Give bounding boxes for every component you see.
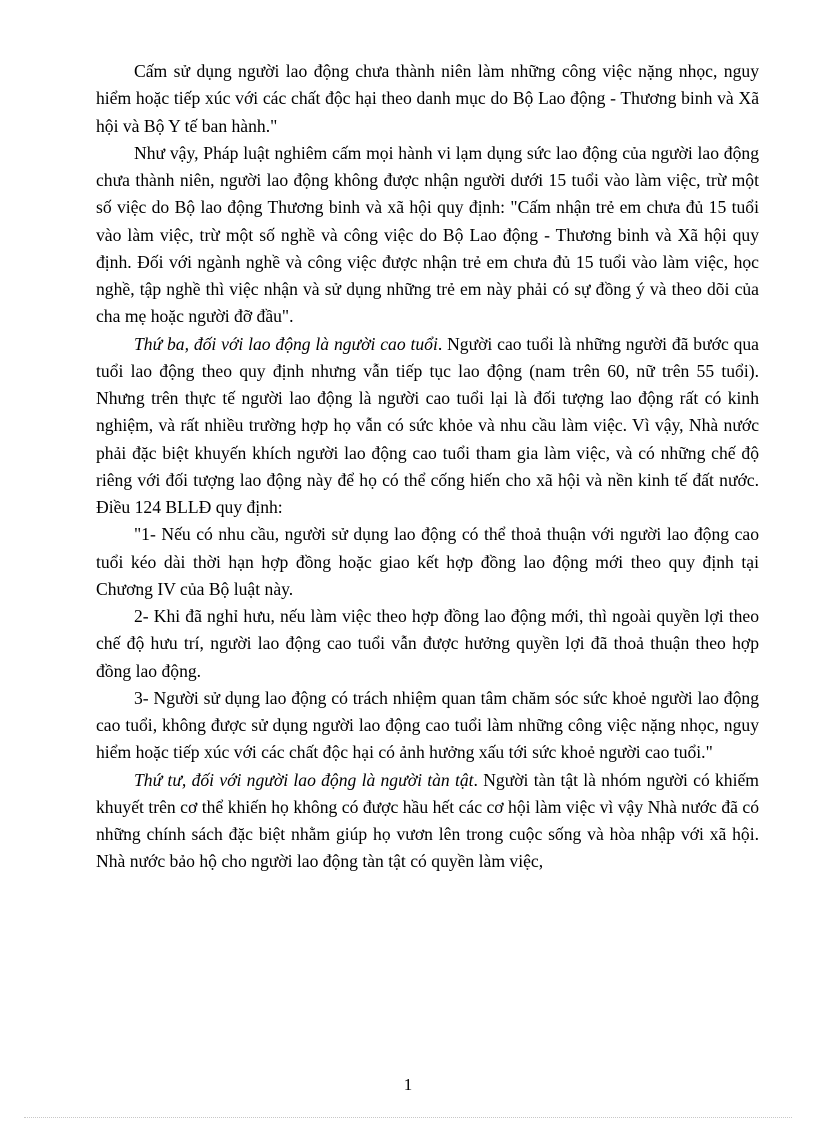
paragraph-2	[96, 140, 759, 331]
paragraph-text: Cấm sử dụng người lao động chưa thành niên làm những công việc nặng nhọc, nguy hiểm hoặc tiếp xúc với các chất độc hại theo danh mục do Bộ Lao động - Thương binh và Xã hội và Bộ Y tế ban hành."	[96, 61, 759, 136]
paragraph-lead: Thứ ba, đối với lao động là người cao tuổi	[134, 333, 438, 354]
paragraph-text: . Người cao tuổi là những người đã bước qua tuổi lao động theo quy định nhưng vẫn tiếp tục lao động (nam trên 60, nữ trên 55 tuổi). Nhưng trên thực tế người lao động là người cao tuổi lại là đối tượng lao động rất có kinh nghiệm, và rất nhiều trường hợp họ vẫn có sức khỏe và nhu cầu làm việc. Vì vậy, Nhà nước phải đặc biệt khuyến khích người lao động cao tuổi tham gia làm việc, và có những chế độ riêng với đối tượng lao động này để họ có thể cống hiến cho xã hội và nền kinh tế đất nước. Điều 124 BLLĐ quy định:	[96, 333, 759, 517]
page-number: 1	[403, 1075, 413, 1094]
paragraph-lead: Thứ tư, đối với người lao động là người tàn tật	[134, 769, 474, 790]
paragraph-text: Như vậy, Pháp luật nghiêm cấm mọi hành vi lạm dụng sức lao động của người lao động chưa thành niên, người lao động không được nhận người dưới 15 tuổi vào làm việc, trừ một số việc do Bộ lao động Thương binh và xã hội quy định: "Cấm nhận trẻ em chưa đủ 15 tuổi vào làm việc, trừ một số nghề và công việc do Bộ Lao động - Thương binh và Xã hội quy định. Đối với ngành nghề và công việc được nhận trẻ em chưa đủ 15 tuổi vào làm việc, học nghề, tập nghề thì việc nhận và sử dụng những trẻ em này phải có sự đồng ý và theo dõi của cha mẹ hoặc người đỡ đầu".	[96, 142, 759, 327]
body-text	[96, 58, 759, 876]
paragraph-1	[96, 58, 759, 140]
paragraph-4	[96, 521, 759, 603]
paragraph-text: 3- Người sử dụng lao động có trách nhiệm quan tâm chăm sóc sức khoẻ người lao động cao tuổi, không được sử dụng người lao động cao tuổi làm những công việc nặng nhọc, nguy hiểm hoặc tiếp xúc với các chất độc hại có ảnh hưởng xấu tới sức khoẻ người cao tuổi."	[96, 687, 759, 763]
paragraph-7	[96, 767, 759, 876]
paragraph-5	[96, 603, 759, 685]
page-bottom-edge	[24, 1117, 792, 1118]
paragraph-3	[96, 331, 759, 522]
paragraph-text: "1- Nếu có nhu cầu, người sử dụng lao động có thể thoả thuận với người lao động cao tuổi kéo dài thời hạn hợp đồng hoặc giao kết hợp đồng lao động mới theo quy định tại Chương IV của Bộ luật này.	[96, 524, 759, 599]
paragraph-6	[96, 685, 759, 767]
paragraph-text: 2- Khi đã nghỉ hưu, nếu làm việc theo hợp đồng lao động mới, thì ngoài quyền lợi theo chế độ hưu trí, người lao động cao tuổi vẫn được hưởng quyền lợi đã thoả thuận theo hợp đồng lao động.	[96, 606, 759, 681]
paragraph-text: . Người tàn tật là nhóm người có khiếm khuyết trên cơ thể khiến họ không có được hầu hết các cơ hội làm việc vì vậy Nhà nước đã có những chính sách đặc biệt nhằm giúp họ vươn lên trong cuộc sống và hòa nhập với xã hội. Nhà nước bảo hộ cho người lao động tàn tật có quyền làm việc,	[96, 769, 759, 872]
